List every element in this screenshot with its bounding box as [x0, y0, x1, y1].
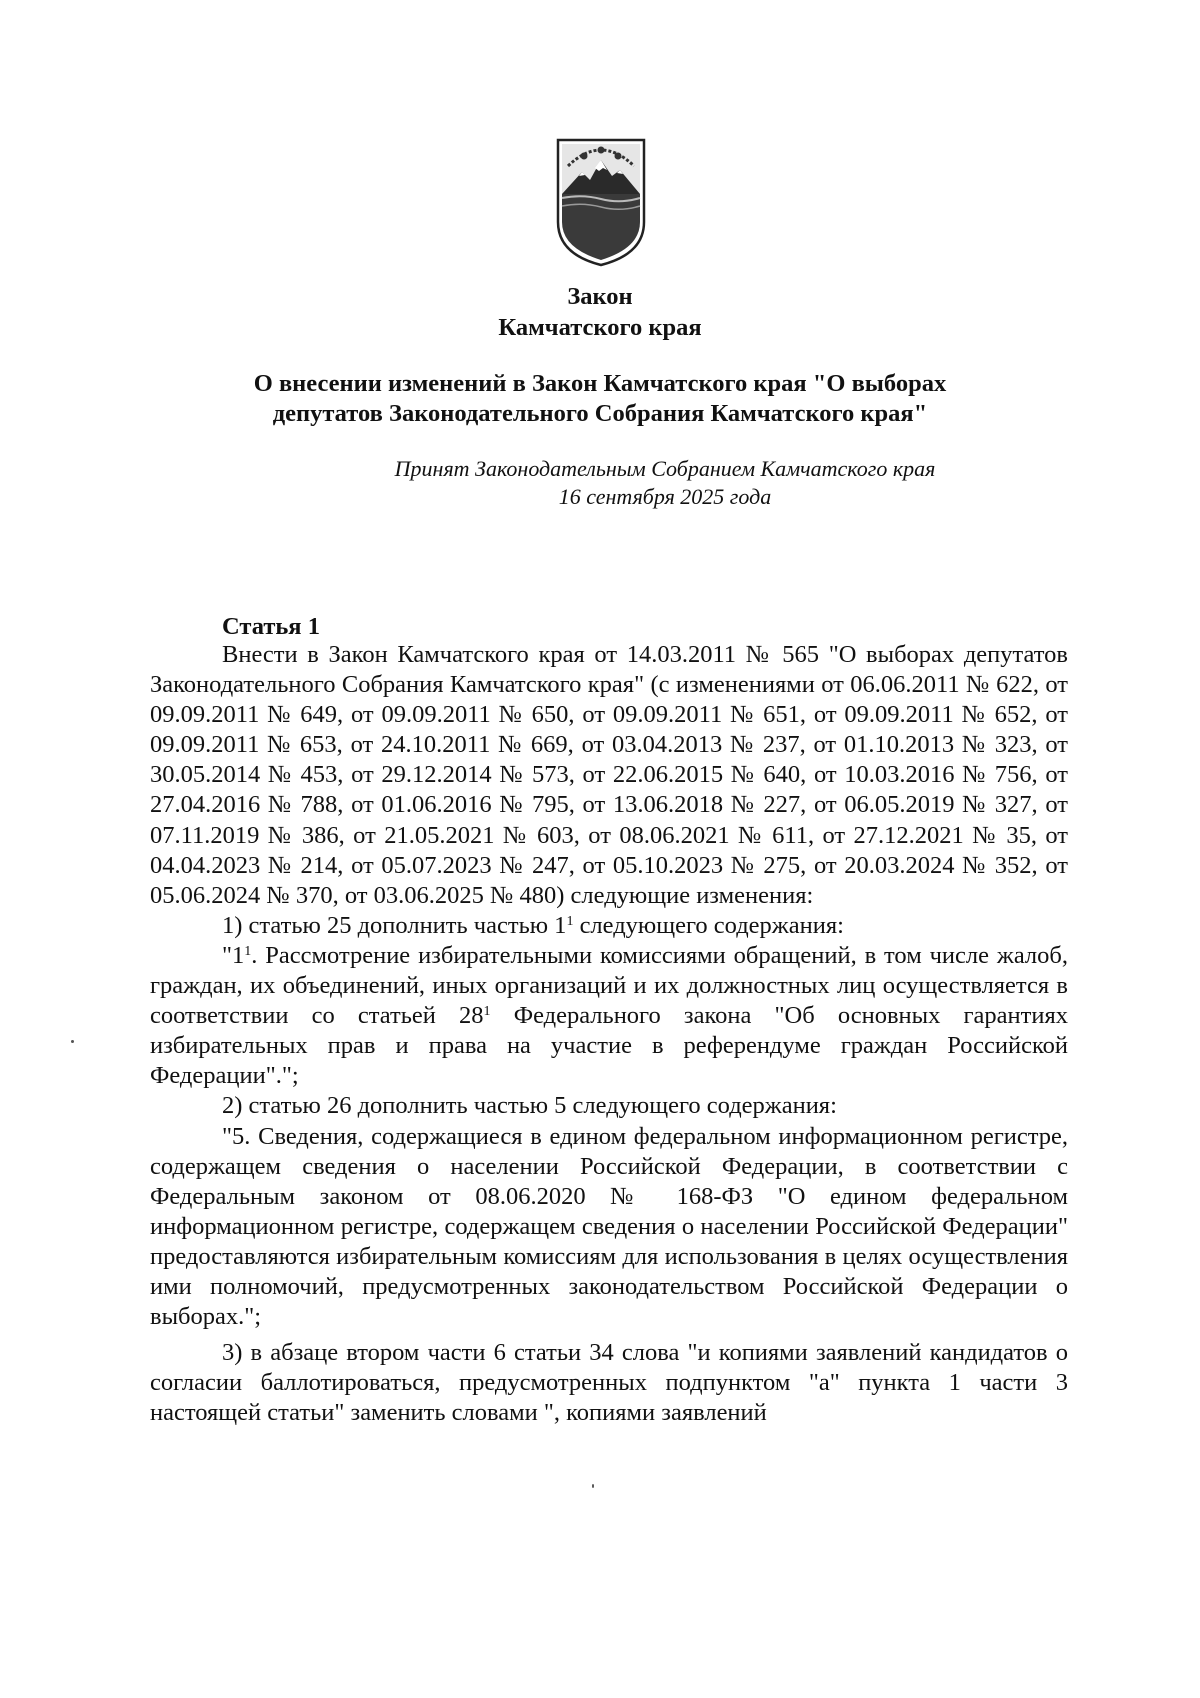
item-3-paragraph: 3) в абзаце втором части 6 статьи 34 слова "и копиями заявлений кандидатов о согласии баллотироваться, предусмотренных подпунктом "а" пункта 1 части 3 настоящей статьи" заменить словами ", копиями заявлений — [150, 1339, 1068, 1427]
law-title-line-2: депутатов Законодательного Собрания Камчатского края" — [272, 400, 928, 427]
quote-1-text: . Рассмотрение избирательными комиссиями обращений, в том числе жалоб, граждан, их объединений, иных организаций и их должностных лиц осуществляется в соответствии со статьей 28 — [150, 941, 1068, 1030]
law-heading: Закон — [567, 283, 633, 310]
article-intro-paragraph: Внести в Закон Камчатского края от 14.03.2011 № 565 "О выборах депутатов Законодательного Собрания Камчатского края" (с изменениями от 06.06.2011 № 622, от 09.09.2011 № 649, от 09.09.2011 № 650, от 09.09.2011 № 651, от 09.09.2011 № 652, от 09.09.2011 № 653, от 24.10.2011 № 669, от 03.04.2013 № 237, от 01.10.2013 № 323, от 30.05.2014 № 453, от 29.12.2014 № 573, от 22.06.2015 № 640, от 10.03.2016 № 756, от 27.04.2016 № 788, от 01.06.2016 № 795, от 13.06.2018 № 227, от 06.05.2019 № 327, от 07.11.2019 № 386, от 21.05.2021 № 603, от 08.06.2021 № 611, от 27.12.2021 № 35, от 04.04.2023 № 214, от 05.07.2023 № 247, от 05.10.2023 № 275, от 20.03.2024 № 352, от 05.06.2024 № 370, от 03.06.2025 № 480) следующие изменения: — [150, 641, 1068, 909]
quote-1-text-end: Федерального закона "Об основных гарантиях избирательных прав и права на участие в референдуме граждан Российской Федерации"."; — [150, 1002, 1069, 1090]
kamchatka-coat-of-arms-icon — [554, 136, 648, 267]
item-1-paragraph — [150, 911, 1068, 941]
quote-1-article-superscript: 1 — [483, 1004, 491, 1020]
region-heading: Камчатского края — [498, 314, 702, 341]
item-1-text-end: следующего содержания: — [573, 911, 844, 939]
adopted-by-line: Принят Законодательным Собранием Камчатского края — [394, 456, 936, 481]
scan-speck — [592, 1484, 594, 1488]
adoption-date: 16 сентября 2025 года — [558, 484, 772, 509]
quote-1-paragraph — [150, 941, 1068, 1091]
quote-1-superscript: 1 — [244, 943, 252, 959]
quote-1-start: "1 — [222, 941, 245, 969]
item-1-superscript: 1 — [566, 913, 574, 929]
quote-2-paragraph: "5. Сведения, содержащиеся в едином федеральном информационном регистре, содержащем сведения о населении Российской Федерации, в соответствии с Федеральным законом от 08.06.2020 № 168-ФЗ "О едином федеральном информационном регистре, содержащем сведения о населении Российской Федерации" предоставляются избирательным комиссиям для использования в целях осуществления ими полномочий, предусмотренных законодательством Российской Федерации о выборах."; — [150, 1122, 1068, 1331]
item-2-paragraph: 2) статью 26 дополнить частью 5 следующего содержания: — [222, 1092, 837, 1120]
article-body — [150, 640, 1068, 1428]
item-1-text: 1) статью 25 дополнить частью 1 — [222, 911, 567, 939]
article-title: Статья 1 — [222, 613, 320, 640]
law-title-line-1: О внесении изменений в Закон Камчатского края "О выборах — [253, 370, 947, 397]
scan-speck — [71, 1040, 74, 1043]
